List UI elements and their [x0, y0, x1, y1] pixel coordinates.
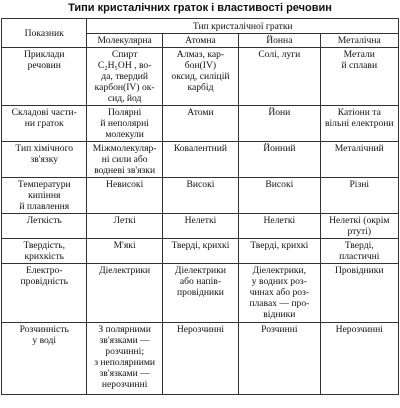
cell-ionic: Солі, луги [239, 48, 320, 106]
row-label: Складові части- ни граток [2, 106, 87, 142]
cell-metallic: Катіони та вільні електрони [320, 106, 398, 142]
cell-metallic: Тверді, пластичні [320, 239, 398, 264]
row-label: Температури кипіння й плавлення [2, 178, 87, 214]
cell-molecular: Діелектрики [87, 264, 162, 323]
table-row [2, 142, 399, 178]
cell-molecular: Спирт C₂H₅OH , во- да, твердий карбон(IV) ок- сид, йод [87, 48, 162, 106]
cell-molecular: Леткі [87, 214, 162, 239]
type-header-atomic: Атомна [162, 34, 238, 48]
lattice-type-header: Тип кристалічної гратки [87, 19, 399, 34]
table-row [2, 48, 399, 106]
cell-atomic: Нерозчинні [162, 323, 238, 395]
cell-atomic: Високі [162, 178, 238, 214]
type-header-molecular: Молекулярна [87, 34, 162, 48]
cell-ionic: Йонний [239, 142, 320, 178]
cell-atomic: Тверді, крихкі [162, 239, 238, 264]
row-label: Тип хімічного зв'язку [2, 142, 87, 178]
cell-molecular: Міжмолекуляр- ні сили або водневі зв'язки [87, 142, 162, 178]
table-row [2, 214, 399, 239]
row-label: Розчинність у воді [2, 323, 87, 395]
cell-molecular: Полярні й неполярні молекули [87, 106, 162, 142]
cell-atomic: Ковалентний [162, 142, 238, 178]
cell-atomic: Нелеткі [162, 214, 238, 239]
row-label: Твердість, крихкість [2, 239, 87, 264]
cell-atomic: Алмаз, кар- бон(IV) оксид, силіцій карбід [162, 48, 238, 106]
cell-metallic: Нелеткі (окрім ртуті) [320, 214, 398, 239]
cell-metallic: Нерозчинні [320, 323, 398, 395]
table-row [2, 178, 399, 214]
cell-metallic: Металічний [320, 142, 398, 178]
type-header-metallic: Металічна [320, 34, 398, 48]
cell-metallic: Провідники [320, 264, 398, 323]
row-label: Леткість [2, 214, 87, 239]
cell-ionic: Високі [239, 178, 320, 214]
cell-ionic: Йони [239, 106, 320, 142]
property-header: Показник [2, 19, 87, 48]
cell-molecular: М'які [87, 239, 162, 264]
cell-atomic: Діелектрики або напів- провідники [162, 264, 238, 323]
cell-ionic: Діелектрики, у водних роз- чинах або роз- плавах — про- відники [239, 264, 320, 323]
type-header-ionic: Йонна [239, 34, 320, 48]
cell-metallic: Метали й сплави [320, 48, 398, 106]
table-title: Типи кристалічних граток і властивості речовин [68, 2, 332, 14]
cell-ionic: Розчинні [239, 323, 320, 395]
cell-molecular: Невисокі [87, 178, 162, 214]
table-row [2, 264, 399, 323]
cell-ionic: Нелеткі [239, 214, 320, 239]
cell-atomic: Атоми [162, 106, 238, 142]
table-row [2, 239, 399, 264]
cell-metallic: Різні [320, 178, 398, 214]
row-label: Приклади речовин [2, 48, 87, 106]
table-row [2, 106, 399, 142]
cell-ionic: Тверді, крихкі [239, 239, 320, 264]
crystal-lattice-table [1, 18, 399, 395]
cell-molecular: З полярними зв'язками — розчинні; з неполярними зв'язками — нерозчинні [87, 323, 162, 395]
table-row [2, 323, 399, 395]
row-label: Електро- провідність [2, 264, 87, 323]
